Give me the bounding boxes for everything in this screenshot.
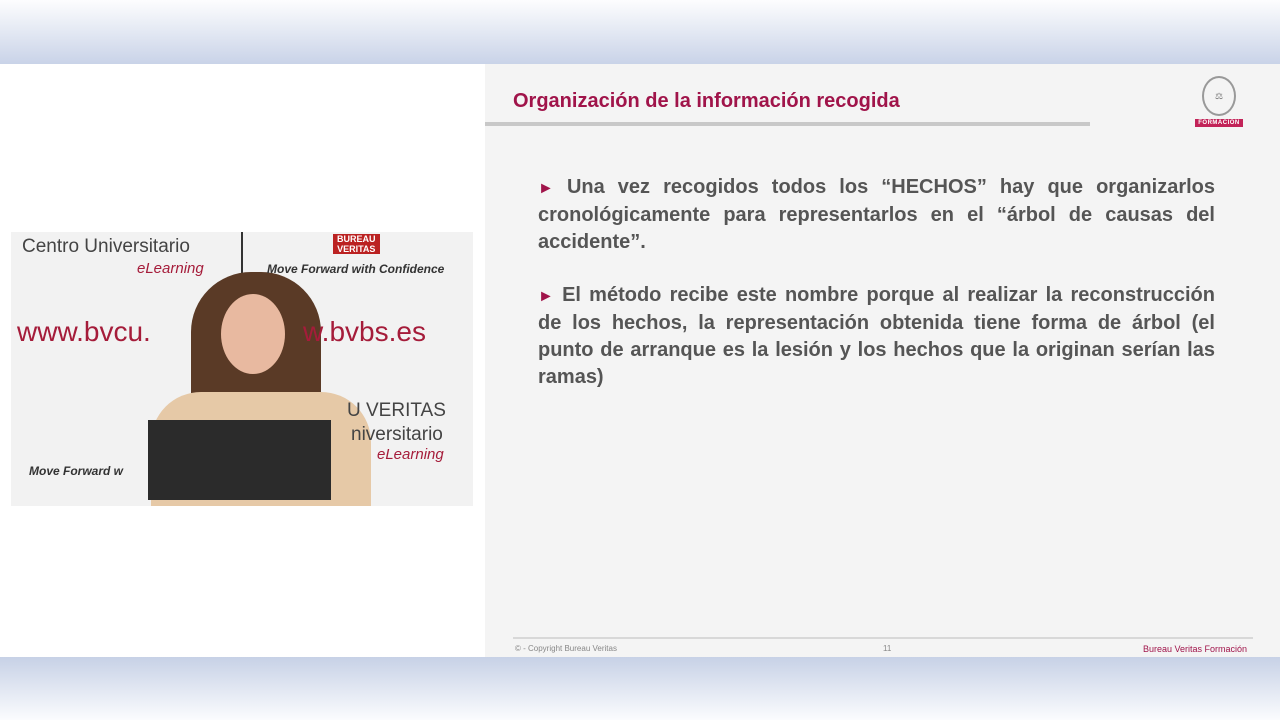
- laptop: [148, 420, 331, 500]
- video-text: w.bvbs.es: [303, 316, 426, 347]
- video-logo: BUREAU VERITAS: [333, 234, 380, 254]
- bullet-item: ► El método recibe este nombre porque al realizar la reconstrucción de los hechos, la representación obtenida tiene forma de árbol (el punto de arranque es la lesión y los hechos que la originan serían las ramas): [538, 284, 1215, 388]
- presenter-video[interactable]: [11, 232, 473, 506]
- top-band: [0, 0, 1280, 64]
- title-divider: [485, 122, 1090, 126]
- bureau-veritas-logo: ⚖ FORMACIÓN: [1195, 76, 1243, 128]
- video-text: eLearning: [377, 446, 444, 463]
- video-text: Move Forward w: [29, 464, 124, 478]
- footer-brand: Bureau Veritas Formación: [1143, 644, 1248, 654]
- bullet-item: ► Una vez recogidos todos los “HECHOS” hay que organizarlos cronológicamente para representarlos en el “árbol de causas del accidente”.: [538, 176, 1216, 253]
- video-text: U VERITAS: [347, 400, 446, 421]
- slide-title: Organización de la información recogida: [513, 90, 900, 112]
- bottom-band: [0, 657, 1280, 720]
- video-text: niversitario: [351, 424, 443, 445]
- bullet-arrow-icon: ►: [538, 288, 554, 305]
- footer-copyright: © - Copyright Bureau Veritas: [515, 644, 617, 653]
- slide-body: [538, 174, 1215, 417]
- slide: [485, 64, 1280, 657]
- video-text: Centro Universitario: [22, 236, 190, 257]
- page-number: 11: [883, 644, 892, 653]
- bullet-arrow-icon: ►: [538, 180, 554, 197]
- video-text: Move Forward with Confidence: [267, 262, 445, 276]
- video-text: eLearning: [137, 260, 204, 277]
- video-text: www.bvcu.: [17, 316, 151, 347]
- footer-divider: [513, 637, 1253, 639]
